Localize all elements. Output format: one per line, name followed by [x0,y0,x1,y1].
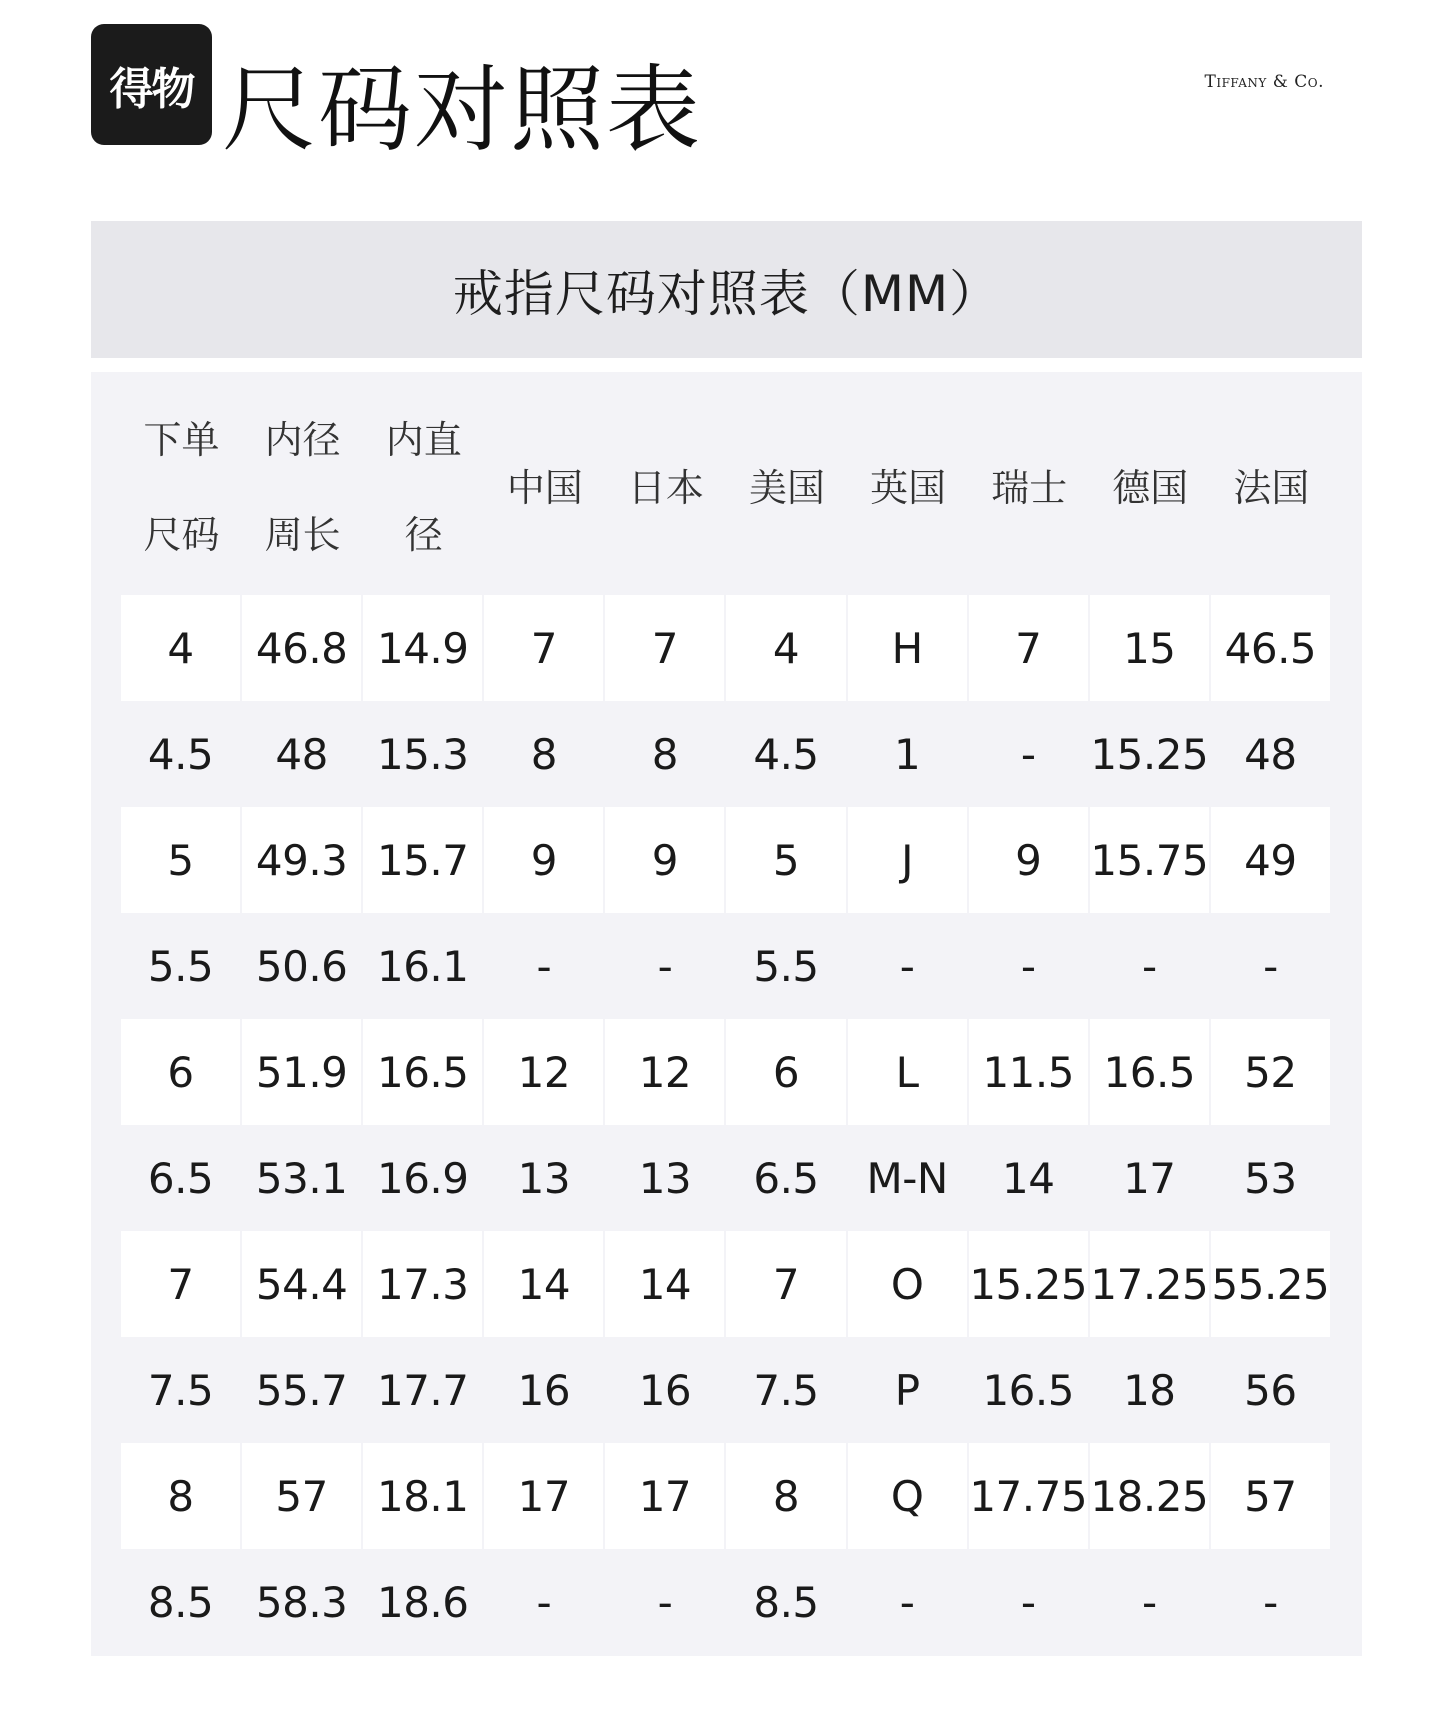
table-cell: 16 [638,1365,692,1415]
table-cell: 49.3 [242,807,361,913]
table-cell: 7 [726,1231,845,1337]
table-cell: 12 [605,1019,724,1125]
table-cell: 18.6 [376,1577,469,1627]
table-cell: 1 [893,729,921,779]
table-cell: 56 [1244,1365,1297,1415]
table-cell: 9 [969,807,1088,913]
table-cell: 4.5 [753,729,819,779]
table-cell: 14 [484,1231,603,1337]
page-title: 尺码对照表 [222,56,703,165]
table-cell: - [1263,941,1278,991]
table-cell: H [848,595,967,701]
column-header-label: 中国 [506,465,583,510]
column-header-label: 下单 [143,418,220,462]
table-cell: - [1141,1577,1157,1627]
column-header-label: 日本 [627,465,704,510]
table-cell: - [1020,1577,1036,1627]
table-cell: 14 [1001,1153,1055,1203]
table-cell: 16.5 [982,1365,1074,1415]
table-title: 戒指尺码对照表（MM） [452,264,1001,323]
column-header [1211,378,1332,590]
table-cell: 53.1 [255,1153,348,1203]
table-cell: 15.3 [376,729,469,779]
table-cell: - [536,1577,552,1627]
table-cell: 17.7 [376,1365,469,1415]
table-cell: 17 [605,1443,724,1549]
column-header-label: 法国 [1233,465,1310,510]
table-cell: 5.5 [147,941,214,991]
table-cell: 8.5 [147,1577,214,1627]
table-cell: 18 [1123,1365,1176,1415]
table-cell: 55.7 [255,1365,348,1415]
table-cell: - [899,941,915,991]
column-header-label: 内直 [385,418,462,462]
table-cell: - [1020,729,1036,779]
table-cell: 52 [1211,1019,1330,1125]
table-cell: 7.5 [147,1365,214,1415]
table-cell: 13 [638,1153,692,1203]
table-cell: 7 [121,1231,240,1337]
table-cell: 58.3 [255,1577,348,1627]
table-cell: - [1020,941,1036,991]
table-cell: 9 [605,807,724,913]
table-cell: 53 [1244,1153,1297,1203]
column-header [726,378,847,590]
column-header [484,378,605,590]
table-cell: 6 [726,1019,845,1125]
table-cell: 12 [484,1019,603,1125]
table-cell: 17.75 [969,1443,1088,1549]
column-header-label: 尺码 [143,513,220,557]
column-header [969,378,1090,590]
table-cell: 7 [605,595,724,701]
table-title-bar [91,221,1362,358]
table-cell: 8 [726,1443,845,1549]
column-header [848,378,969,590]
table-cell: 16.1 [376,941,469,991]
table-cell: 8.5 [753,1577,819,1627]
table-cell: 57 [242,1443,361,1549]
table-cell: J [848,807,967,913]
table-cell: - [657,1577,673,1627]
table-cell: 11.5 [969,1019,1088,1125]
table-cell: 5 [121,807,240,913]
column-header-label: 英国 [870,465,947,510]
table-cell: 17 [484,1443,603,1549]
dewu-logo [91,24,212,145]
logo-text: 得物 [109,63,194,115]
table-cell: 18.25 [1090,1443,1209,1549]
column-header [1090,378,1211,590]
table-cell: 4 [726,595,845,701]
table-cell: 55.25 [1211,1231,1330,1337]
table-cell: 6 [121,1019,240,1125]
table-cell: 15.25 [1090,729,1209,779]
table-cell: 8 [121,1443,240,1549]
table-cell: P [894,1365,920,1415]
table-cell: 18.1 [363,1443,482,1549]
table-cell: O [848,1231,967,1337]
table-cell: - [657,941,673,991]
table-cell: 16 [517,1365,571,1415]
table-cell: 48 [275,729,328,779]
table-cell: 13 [517,1153,571,1203]
brand-logo: Tiffany & Co. [1204,72,1324,92]
table-cell: 46.8 [242,595,361,701]
table-cell: 48 [1244,729,1297,779]
table-cell: 51.9 [242,1019,361,1125]
table-cell: 6.5 [147,1153,214,1203]
table-cell: - [536,941,552,991]
column-header [363,378,484,590]
table-cell: 14.9 [363,595,482,701]
column-header-label: 内径 [264,418,341,462]
table-cell: 5 [726,807,845,913]
table-cell: 17.25 [1090,1231,1209,1337]
table-cell: 17.3 [363,1231,482,1337]
table-cell: 16.9 [376,1153,469,1203]
table-cell: 14 [605,1231,724,1337]
table-cell: 15 [1090,595,1209,701]
table-cell: 7.5 [753,1365,819,1415]
table-cell: Q [848,1443,967,1549]
table-cell: - [1141,941,1157,991]
table-cell: 7 [969,595,1088,701]
column-header-label: 周长 [264,513,341,557]
column-header [605,378,726,590]
table-cell: 4.5 [147,729,214,779]
table-cell: 15.25 [969,1231,1088,1337]
table-cell: 15.75 [1090,807,1209,913]
column-header [121,378,242,590]
column-header-label: 美国 [749,465,826,510]
table-cell: 16.5 [363,1019,482,1125]
column-header-label: 瑞士 [991,465,1068,510]
table-cell: 8 [651,729,679,779]
column-header-label: 径 [404,513,443,557]
table-cell: M-N [866,1153,948,1203]
table-body [121,595,1332,1655]
table-cell: 9 [484,807,603,913]
table-cell: - [899,1577,915,1627]
table-cell: 49 [1211,807,1330,913]
table-cell: 15.7 [363,807,482,913]
table-cell: 5.5 [753,941,819,991]
column-header [242,378,363,590]
table-cell: 16.5 [1090,1019,1209,1125]
table-cell: 17 [1123,1153,1176,1203]
table-cell: L [848,1019,967,1125]
table-cell: 57 [1211,1443,1330,1549]
table-cell: 46.5 [1211,595,1330,701]
table-cell: 50.6 [255,941,348,991]
table-cell: 8 [530,729,557,779]
table-cell: - [1263,1577,1278,1627]
table-cell: 6.5 [753,1153,819,1203]
table-header-row [121,378,1332,590]
table-cell: 7 [484,595,603,701]
table-cell: 54.4 [242,1231,361,1337]
table-cell: 4 [121,595,240,701]
column-header-label: 德国 [1112,465,1189,510]
